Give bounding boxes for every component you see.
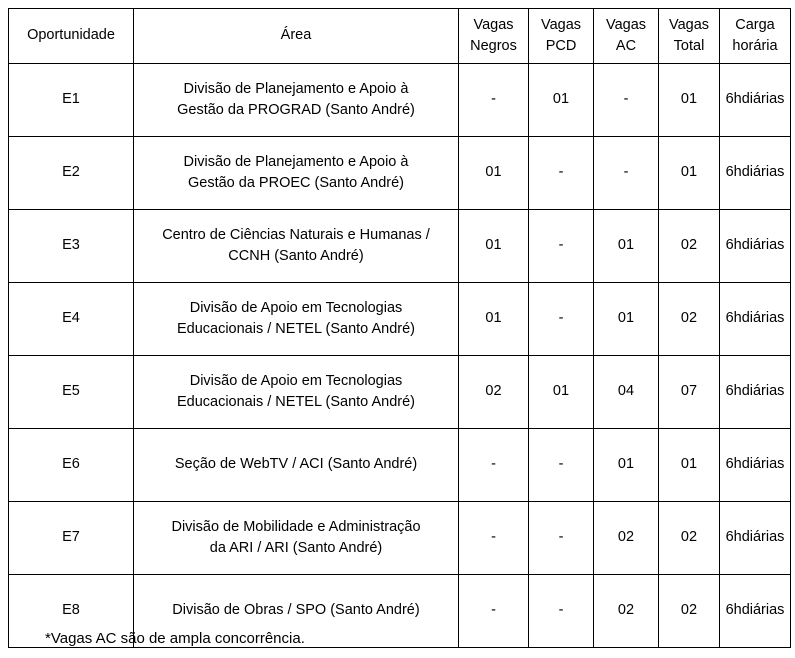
cell-carga-line: 6h — [725, 310, 742, 327]
cell-vagas-ac: - — [594, 137, 659, 210]
cell-carga-horaria — [720, 137, 791, 210]
cell-area-line: Gestão da PROEC (Santo André) — [188, 175, 404, 191]
cell-vagas-pcd: - — [529, 137, 594, 210]
cell-area-line: Educacionais / NETEL (Santo André) — [176, 321, 416, 337]
cell-area — [134, 210, 459, 283]
cell-vagas-pcd: - — [529, 429, 594, 502]
cell-area-line: Divisão de Obras / SPO (Santo André) — [172, 602, 420, 619]
cell-area-line: Divisão de Mobilidade e Administração — [171, 518, 421, 535]
cell-opportunity: E6 — [9, 429, 134, 502]
cell-vagas-ac: - — [594, 64, 659, 137]
cell-vagas-pcd: - — [529, 283, 594, 356]
cell-carga-horaria — [720, 575, 791, 648]
cell-carga-line: 6h — [725, 602, 742, 619]
cell-area — [134, 137, 459, 210]
cell-area — [134, 64, 459, 137]
column-header-line: AC — [615, 38, 637, 54]
table-row — [9, 64, 791, 137]
cell-carga-line: diárias — [741, 310, 785, 327]
cell-area-line: da ARI / ARI (Santo André) — [209, 540, 383, 556]
column-header-line: Carga — [735, 16, 775, 33]
cell-area-line: Gestão da PROGRAD (Santo André) — [177, 102, 415, 118]
cell-vagas-total: 02 — [659, 502, 720, 575]
cell-vagas-total: 01 — [659, 429, 720, 502]
cell-vagas-total: 02 — [659, 283, 720, 356]
table-row — [9, 210, 791, 283]
cell-vagas-ac: 01 — [594, 283, 659, 356]
cell-opportunity: E1 — [9, 64, 134, 137]
column-header-carga_horaria — [720, 9, 791, 64]
cell-opportunity: E5 — [9, 356, 134, 429]
table-header — [9, 9, 791, 64]
cell-vagas-negros: 01 — [459, 137, 529, 210]
cell-vagas-ac: 01 — [594, 429, 659, 502]
table-row — [9, 137, 791, 210]
cell-area-line: CCNH (Santo André) — [228, 248, 364, 264]
cell-vagas-pcd: - — [529, 502, 594, 575]
cell-carga-horaria — [720, 429, 791, 502]
cell-vagas-total: 02 — [659, 575, 720, 648]
cell-vagas-pcd: 01 — [529, 356, 594, 429]
cell-area — [134, 283, 459, 356]
table-row — [9, 429, 791, 502]
cell-carga-line: 6h — [725, 91, 742, 108]
cell-vagas-total: 07 — [659, 356, 720, 429]
cell-area-line: Seção de WebTV / ACI (Santo André) — [174, 456, 418, 473]
cell-carga-horaria — [720, 356, 791, 429]
cell-carga-horaria — [720, 283, 791, 356]
cell-opportunity: E3 — [9, 210, 134, 283]
cell-carga-horaria — [720, 64, 791, 137]
column-header-vagas_total — [659, 9, 720, 64]
cell-vagas-negros: 01 — [459, 210, 529, 283]
cell-opportunity: E2 — [9, 137, 134, 210]
cell-vagas-total: 01 — [659, 137, 720, 210]
cell-area-line: Centro de Ciências Naturais e Humanas / — [162, 226, 430, 243]
cell-vagas-negros: - — [459, 575, 529, 648]
column-header-line: Vagas — [668, 16, 710, 33]
column-header-vagas_pcd — [529, 9, 594, 64]
cell-vagas-negros: 01 — [459, 283, 529, 356]
cell-carga-line: diárias — [741, 91, 785, 108]
cell-vagas-negros: - — [459, 502, 529, 575]
cell-vagas-ac: 04 — [594, 356, 659, 429]
column-header-line: Vagas — [540, 16, 582, 33]
cell-carga-horaria — [720, 502, 791, 575]
table-header-row — [9, 9, 791, 64]
column-header-vagas_negros — [459, 9, 529, 64]
cell-carga-line: diárias — [741, 602, 785, 619]
cell-carga-line: 6h — [725, 529, 742, 546]
column-header-line: Negros — [470, 38, 517, 54]
cell-vagas-negros: - — [459, 64, 529, 137]
cell-vagas-negros: 02 — [459, 356, 529, 429]
table-row — [9, 502, 791, 575]
cell-vagas-ac: 02 — [594, 575, 659, 648]
vacancy-table — [8, 8, 791, 648]
column-header-line: PCD — [545, 38, 577, 54]
table-row — [9, 283, 791, 356]
cell-area — [134, 429, 459, 502]
cell-vagas-pcd: - — [529, 210, 594, 283]
column-header-line: Vagas — [605, 16, 647, 33]
cell-carga-line: 6h — [725, 383, 742, 400]
table-footnote: *Vagas AC são de ampla concorrência. — [45, 630, 305, 647]
cell-carga-horaria — [720, 210, 791, 283]
cell-area-line: Divisão de Apoio em Tecnologias — [189, 372, 403, 389]
cell-vagas-total: 02 — [659, 210, 720, 283]
column-header-line: horária — [732, 38, 778, 54]
column-header-area — [134, 9, 459, 64]
column-header-vagas_ac — [594, 9, 659, 64]
cell-carga-line: 6h — [725, 456, 742, 473]
cell-opportunity: E8 — [9, 575, 134, 648]
cell-vagas-negros: - — [459, 429, 529, 502]
cell-carga-line: 6h — [725, 164, 742, 181]
cell-carga-line: diárias — [741, 529, 785, 546]
cell-carga-line: diárias — [741, 383, 785, 400]
table-row — [9, 356, 791, 429]
cell-area-line: Divisão de Planejamento e Apoio à — [183, 153, 409, 170]
cell-vagas-total: 01 — [659, 64, 720, 137]
cell-area-line: Divisão de Planejamento e Apoio à — [183, 80, 409, 97]
column-header-opportunity — [9, 9, 134, 64]
cell-carga-line: diárias — [741, 237, 785, 254]
column-header-line: Área — [280, 27, 312, 44]
cell-vagas-ac: 02 — [594, 502, 659, 575]
cell-opportunity: E4 — [9, 283, 134, 356]
cell-carga-line: diárias — [741, 164, 785, 181]
cell-opportunity: E7 — [9, 502, 134, 575]
cell-area-line: Educacionais / NETEL (Santo André) — [176, 394, 416, 410]
column-header-line: Vagas — [473, 16, 514, 33]
cell-carga-line: diárias — [741, 456, 785, 473]
table-body — [9, 64, 791, 648]
cell-carga-line: 6h — [725, 237, 742, 254]
column-header-line: Oportunidade — [27, 27, 115, 44]
cell-area — [134, 502, 459, 575]
cell-vagas-pcd: - — [529, 575, 594, 648]
column-header-line: Total — [673, 38, 705, 54]
cell-vagas-ac: 01 — [594, 210, 659, 283]
cell-area-line: Divisão de Apoio em Tecnologias — [189, 299, 403, 316]
cell-vagas-pcd: 01 — [529, 64, 594, 137]
cell-area — [134, 356, 459, 429]
